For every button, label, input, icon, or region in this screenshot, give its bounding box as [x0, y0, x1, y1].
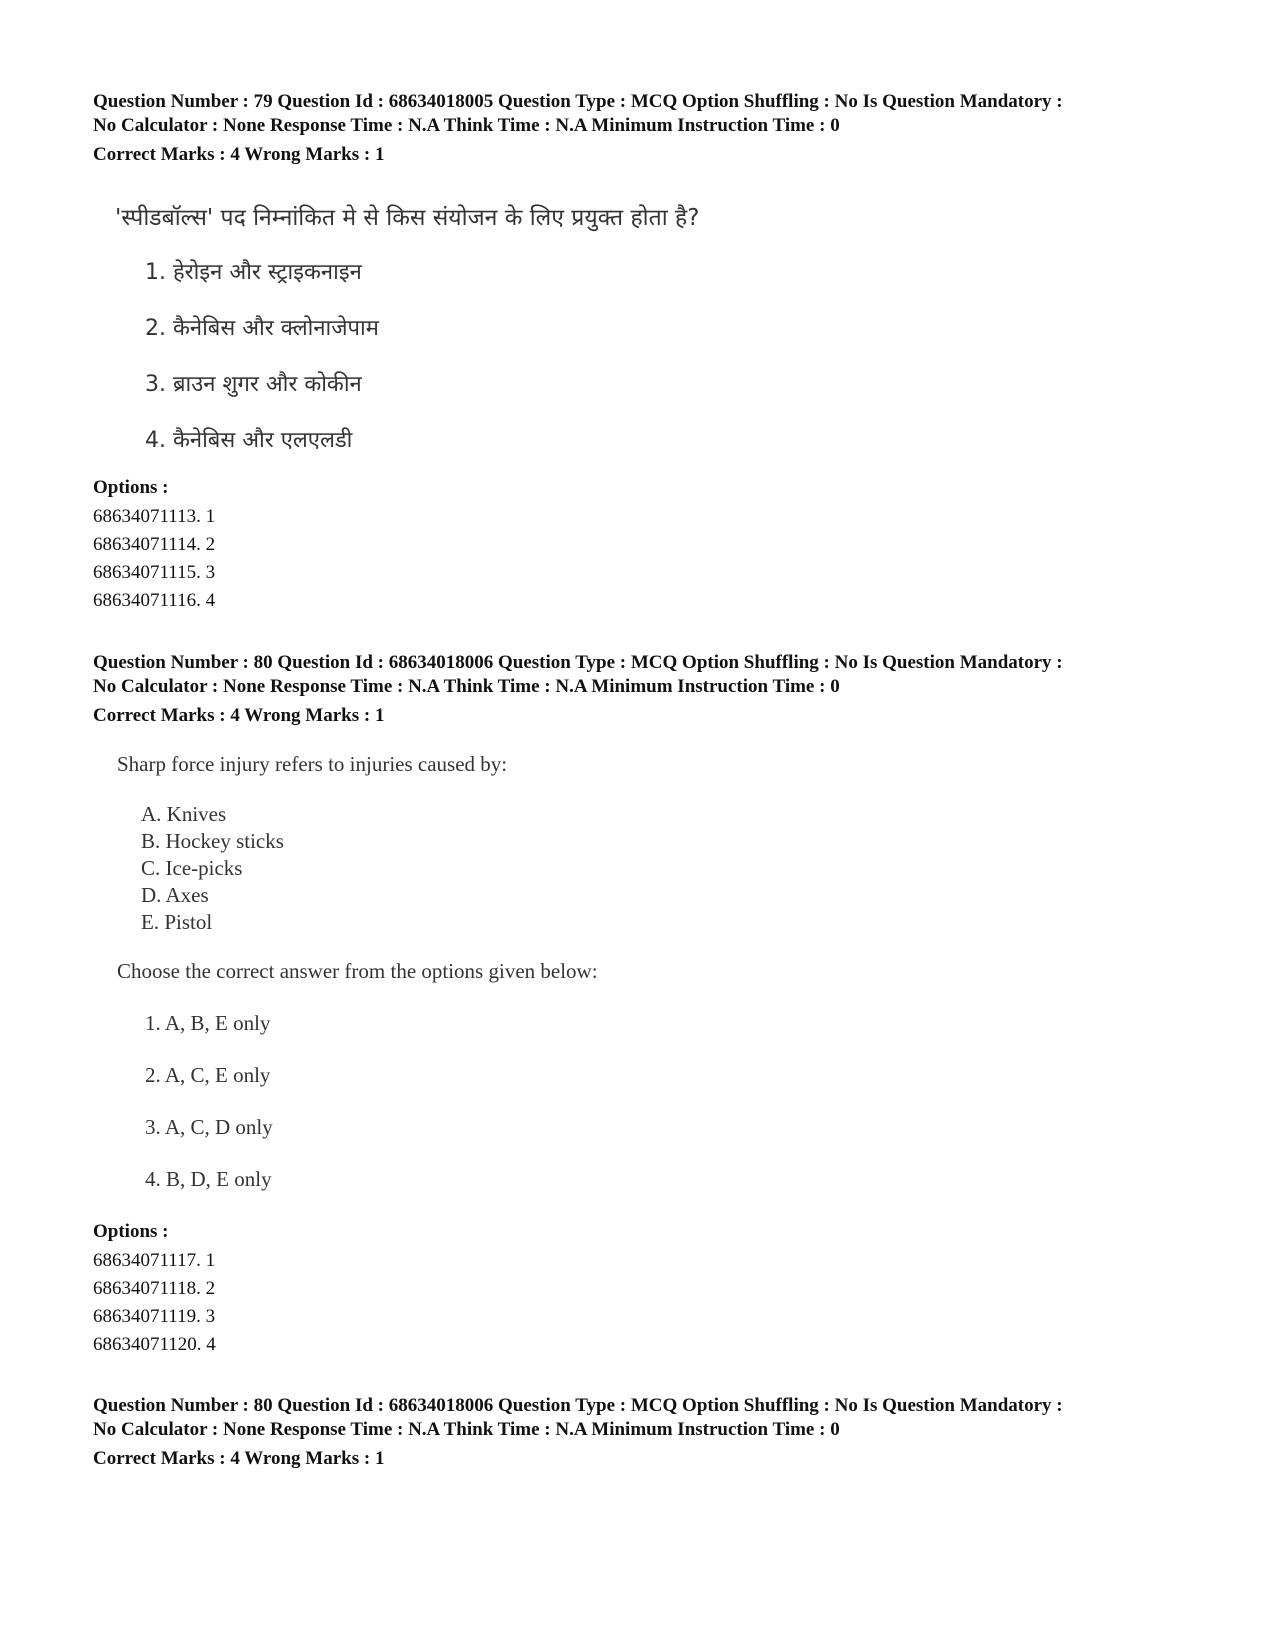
- question-meta-line2: No Calculator : None Response Time : N.A Think Time : N.A Minimum Instruction Time : 0: [93, 115, 840, 136]
- option-line: 68634071114. 2: [93, 534, 216, 555]
- option-line: 68634071119. 3: [93, 1306, 216, 1327]
- options-title: Options :: [93, 477, 169, 498]
- question-stem: 'स्पीडबॉल्स' पद निम्नांकित मे से किस संयोजन के लिए प्रयुक्त होता है?: [115, 205, 700, 231]
- option-line: 68634071113. 1: [93, 506, 216, 527]
- choice-4: 4. B, D, E only: [145, 1167, 272, 1191]
- question-meta-line1: Question Number : 80 Question Id : 68634018006 Question Type : MCQ Option Shuffling : No Is Question Mandatory :: [93, 1395, 1063, 1416]
- choice-4: 4. कैनेबिस और एलएलडी: [145, 428, 353, 453]
- question-marks: Correct Marks : 4 Wrong Marks : 1: [93, 1448, 385, 1469]
- options-title: Options :: [93, 1221, 169, 1242]
- option-line: 68634071120. 4: [93, 1334, 216, 1355]
- question-80-repeat-header: [93, 1394, 1213, 1471]
- question-meta-line2: No Calculator : None Response Time : N.A Think Time : N.A Minimum Instruction Time : 0: [93, 1419, 840, 1440]
- option-line: 68634071115. 3: [93, 562, 216, 583]
- choice-2: 2. A, C, E only: [145, 1063, 271, 1087]
- question-80-header: [93, 651, 1213, 728]
- question-stem: Sharp force injury refers to injuries caused by:: [117, 752, 508, 776]
- statement-item: B. Hockey sticks: [141, 829, 284, 853]
- statement-item: C. Ice-picks: [141, 856, 243, 880]
- choice-1: 1. A, B, E only: [145, 1011, 271, 1035]
- statement-item: E. Pistol: [141, 910, 213, 934]
- statement-item: D. Axes: [141, 883, 209, 907]
- question-marks: Correct Marks : 4 Wrong Marks : 1: [93, 144, 385, 165]
- option-line: 68634071118. 2: [93, 1278, 216, 1299]
- statement-item: A. Knives: [141, 802, 227, 826]
- choice-3: 3. A, C, D only: [145, 1115, 273, 1139]
- choice-3: 3. ब्राउन शुगर और कोकीन: [145, 372, 362, 397]
- choice-2: 2. कैनेबिस और क्लोनाजेपाम: [145, 316, 379, 341]
- option-line: 68634071117. 1: [93, 1250, 216, 1271]
- option-line: 68634071116. 4: [93, 590, 216, 611]
- question-meta-line1: Question Number : 79 Question Id : 68634018005 Question Type : MCQ Option Shuffling : No Is Question Mandatory :: [93, 91, 1063, 112]
- question-meta-line2: No Calculator : None Response Time : N.A Think Time : N.A Minimum Instruction Time : 0: [93, 676, 840, 697]
- question-meta-line1: Question Number : 80 Question Id : 68634018006 Question Type : MCQ Option Shuffling : No Is Question Mandatory :: [93, 652, 1063, 673]
- question-79-header: [93, 90, 1213, 167]
- choice-1: 1. हेरोइन और स्ट्राइकनाइन: [145, 260, 362, 285]
- instruction-text: Choose the correct answer from the options given below:: [117, 959, 598, 983]
- question-marks: Correct Marks : 4 Wrong Marks : 1: [93, 705, 385, 726]
